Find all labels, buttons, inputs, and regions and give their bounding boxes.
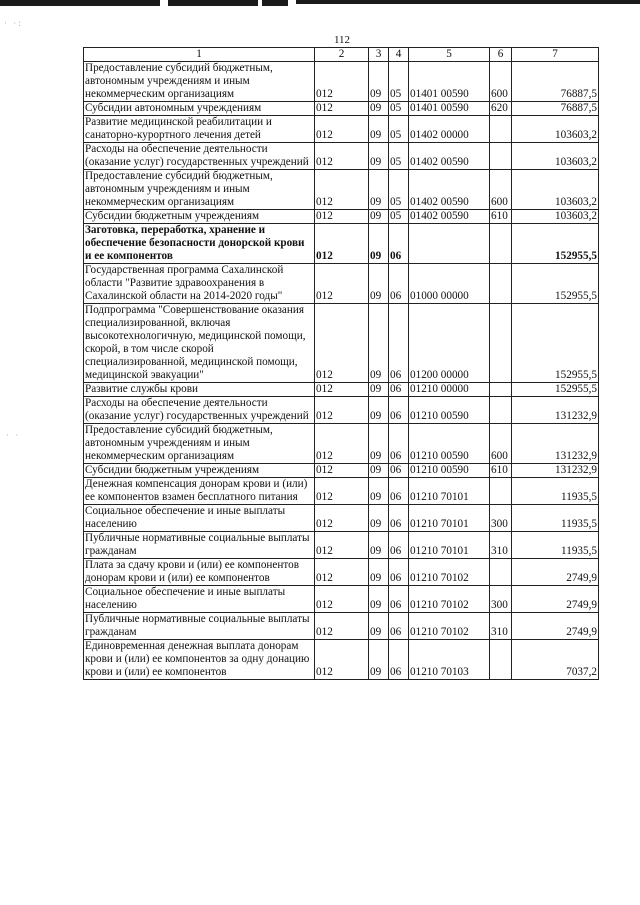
row-pr: 06: [389, 640, 409, 680]
row-target-code: 01210 70102: [409, 586, 490, 613]
row-expense-type: 600: [490, 424, 512, 464]
row-target-code: 01210 70102: [409, 559, 490, 586]
row-expense-type: 620: [490, 102, 512, 116]
row-target-code: 01210 70101: [409, 478, 490, 505]
row-target-code: 01402 00590: [409, 170, 490, 210]
row-pr: 06: [389, 264, 409, 304]
row-sum: 131232,9: [512, 464, 599, 478]
row-rz: 09: [369, 478, 389, 505]
row-sum: 152955,5: [512, 224, 599, 264]
row-ved: 012: [315, 304, 369, 383]
row-rz: 09: [369, 62, 389, 102]
row-rz: 09: [369, 383, 389, 397]
row-name: Плата за сдачу крови и (или) ее компонентов донорам крови и (или) ее компонентов: [84, 559, 315, 586]
row-expense-type: 600: [490, 170, 512, 210]
row-sum: 103603,2: [512, 143, 599, 170]
row-pr: 06: [389, 532, 409, 559]
table-row: [84, 532, 599, 559]
table-row: [84, 383, 599, 397]
row-pr: 06: [389, 586, 409, 613]
row-expense-type: [490, 640, 512, 680]
row-pr: 05: [389, 62, 409, 102]
table-row: [84, 505, 599, 532]
row-name: Денежная компенсация донорам крови и (или) ее компонентов взамен бесплатного питания: [84, 478, 315, 505]
row-ved: 012: [315, 210, 369, 224]
row-target-code: 01210 00000: [409, 383, 490, 397]
row-name: Предоставление субсидий бюджетным, автономным учреждениям и иным некоммерческим организациям: [84, 170, 315, 210]
row-ved: 012: [315, 143, 369, 170]
row-rz: 09: [369, 532, 389, 559]
table-row: [84, 464, 599, 478]
row-name: Заготовка, переработка, хранение и обеспечение безопасности донорской крови и ее компонентов: [84, 224, 315, 264]
row-pr: 06: [389, 559, 409, 586]
row-name: Субсидии бюджетным учреждениям: [84, 210, 315, 224]
row-sum: 2749,9: [512, 613, 599, 640]
row-rz: 09: [369, 613, 389, 640]
row-name: Социальное обеспечение и иные выплаты населению: [84, 586, 315, 613]
row-target-code: 01000 00000: [409, 264, 490, 304]
table-row: [84, 640, 599, 680]
row-target-code: [409, 224, 490, 264]
row-expense-type: [490, 478, 512, 505]
row-rz: 09: [369, 224, 389, 264]
row-pr: 05: [389, 143, 409, 170]
row-rz: 09: [369, 586, 389, 613]
header-col-5: 5: [409, 48, 490, 62]
row-ved: 012: [315, 170, 369, 210]
row-ved: 012: [315, 424, 369, 464]
row-target-code: 01210 70102: [409, 613, 490, 640]
row-expense-type: 300: [490, 505, 512, 532]
row-ved: 012: [315, 464, 369, 478]
row-name: Расходы на обеспечение деятельности (оказание услуг) государственных учреждений: [84, 397, 315, 424]
row-target-code: 01210 00590: [409, 424, 490, 464]
row-expense-type: 300: [490, 586, 512, 613]
row-expense-type: 600: [490, 62, 512, 102]
table-row: [84, 224, 599, 264]
row-sum: 103603,2: [512, 116, 599, 143]
row-name: Субсидии автономным учреждениям: [84, 102, 315, 116]
budget-table: [83, 47, 599, 680]
scan-noise: · ·:: [4, 18, 23, 28]
row-expense-type: [490, 224, 512, 264]
row-sum: 152955,5: [512, 264, 599, 304]
row-pr: 05: [389, 210, 409, 224]
row-sum: 11935,5: [512, 478, 599, 505]
row-expense-type: [490, 304, 512, 383]
scan-top-edge: [0, 0, 640, 10]
row-pr: 05: [389, 116, 409, 143]
row-target-code: 01200 00000: [409, 304, 490, 383]
row-target-code: 01210 00590: [409, 397, 490, 424]
table-row: [84, 116, 599, 143]
row-name: Социальное обеспечение и иные выплаты населению: [84, 505, 315, 532]
row-sum: 2749,9: [512, 586, 599, 613]
row-target-code: 01401 00590: [409, 62, 490, 102]
row-pr: 06: [389, 613, 409, 640]
row-name: Развитие службы крови: [84, 383, 315, 397]
row-sum: 152955,5: [512, 383, 599, 397]
row-rz: 09: [369, 264, 389, 304]
row-target-code: 01402 00590: [409, 143, 490, 170]
row-expense-type: 310: [490, 532, 512, 559]
row-pr: 06: [389, 478, 409, 505]
header-col-6: 6: [490, 48, 512, 62]
page-number: 112: [333, 34, 351, 46]
row-expense-type: [490, 383, 512, 397]
row-rz: 09: [369, 170, 389, 210]
table-row: [84, 397, 599, 424]
table-row: [84, 304, 599, 383]
row-target-code: 01210 70103: [409, 640, 490, 680]
row-target-code: 01402 00590: [409, 210, 490, 224]
row-pr: 06: [389, 224, 409, 264]
row-sum: 76887,5: [512, 102, 599, 116]
row-expense-type: [490, 397, 512, 424]
row-sum: 11935,5: [512, 505, 599, 532]
row-sum: 11935,5: [512, 532, 599, 559]
row-pr: 06: [389, 464, 409, 478]
row-pr: 06: [389, 424, 409, 464]
row-sum: 103603,2: [512, 210, 599, 224]
row-ved: 012: [315, 62, 369, 102]
row-name: Публичные нормативные социальные выплаты гражданам: [84, 613, 315, 640]
row-expense-type: [490, 116, 512, 143]
row-sum: 2749,9: [512, 559, 599, 586]
row-target-code: 01210 70101: [409, 505, 490, 532]
row-ved: 012: [315, 532, 369, 559]
row-pr: 06: [389, 304, 409, 383]
table-row: [84, 143, 599, 170]
header-col-4: 4: [389, 48, 409, 62]
row-target-code: 01401 00590: [409, 102, 490, 116]
row-target-code: 01210 00590: [409, 464, 490, 478]
table-row: [84, 613, 599, 640]
table-row: [84, 424, 599, 464]
row-name: Развитие медицинской реабилитации и санаторно-курортного лечения детей: [84, 116, 315, 143]
row-rz: 09: [369, 304, 389, 383]
row-ved: 012: [315, 640, 369, 680]
table-row: [84, 478, 599, 505]
row-sum: 76887,5: [512, 62, 599, 102]
row-rz: 09: [369, 640, 389, 680]
row-rz: 09: [369, 559, 389, 586]
row-expense-type: 610: [490, 210, 512, 224]
header-col-1: 1: [84, 48, 315, 62]
scan-noise: · ·: [6, 430, 21, 440]
row-target-code: 01210 70101: [409, 532, 490, 559]
row-ved: 012: [315, 116, 369, 143]
header-col-2: 2: [315, 48, 369, 62]
table-row: [84, 170, 599, 210]
row-name: Субсидии бюджетным учреждениям: [84, 464, 315, 478]
row-rz: 09: [369, 397, 389, 424]
row-sum: 152955,5: [512, 304, 599, 383]
table-body: [84, 62, 599, 680]
row-name: Государственная программа Сахалинской области "Развитие здравоохранения в Сахалинской области на 2014-2020 годы": [84, 264, 315, 304]
row-ved: 012: [315, 505, 369, 532]
table-row: [84, 62, 599, 102]
row-ved: 012: [315, 224, 369, 264]
row-rz: 09: [369, 210, 389, 224]
row-rz: 09: [369, 505, 389, 532]
row-sum: 103603,2: [512, 170, 599, 210]
row-rz: 09: [369, 102, 389, 116]
header-col-3: 3: [369, 48, 389, 62]
header-col-7: 7: [512, 48, 599, 62]
row-expense-type: 610: [490, 464, 512, 478]
row-ved: 012: [315, 559, 369, 586]
row-rz: 09: [369, 424, 389, 464]
row-pr: 06: [389, 505, 409, 532]
table-row: [84, 559, 599, 586]
row-sum: 7037,2: [512, 640, 599, 680]
row-ved: 012: [315, 613, 369, 640]
row-rz: 09: [369, 143, 389, 170]
row-ved: 012: [315, 586, 369, 613]
row-sum: 131232,9: [512, 424, 599, 464]
row-expense-type: [490, 264, 512, 304]
table-row: [84, 102, 599, 116]
row-expense-type: 310: [490, 613, 512, 640]
table-row: [84, 264, 599, 304]
row-expense-type: [490, 559, 512, 586]
row-pr: 05: [389, 102, 409, 116]
row-expense-type: [490, 143, 512, 170]
row-sum: 131232,9: [512, 397, 599, 424]
row-name: Публичные нормативные социальные выплаты гражданам: [84, 532, 315, 559]
row-name: Предоставление субсидий бюджетным, автономным учреждениям и иным некоммерческим организациям: [84, 424, 315, 464]
row-name: Расходы на обеспечение деятельности (оказание услуг) государственных учреждений: [84, 143, 315, 170]
table-row: [84, 210, 599, 224]
row-ved: 012: [315, 383, 369, 397]
row-rz: 09: [369, 464, 389, 478]
row-name: Предоставление субсидий бюджетным, автономным учреждениям и иным некоммерческим организациям: [84, 62, 315, 102]
row-pr: 05: [389, 170, 409, 210]
row-ved: 012: [315, 478, 369, 505]
header-row: [84, 48, 599, 62]
row-target-code: 01402 00000: [409, 116, 490, 143]
row-pr: 06: [389, 383, 409, 397]
row-name: Единовременная денежная выплата донорам крови и (или) ее компонентов за одну донацию крови и (или) ее компонентов: [84, 640, 315, 680]
row-name: Подпрограмма "Совершенствование оказания специализированной, включая высокотехнологичную, медицинской помощи, скорой, в том числе скорой специализированной, медицинской помощи, медицинской эвакуации": [84, 304, 315, 383]
row-ved: 012: [315, 264, 369, 304]
row-rz: 09: [369, 116, 389, 143]
row-pr: 06: [389, 397, 409, 424]
row-ved: 012: [315, 397, 369, 424]
row-ved: 012: [315, 102, 369, 116]
table-row: [84, 586, 599, 613]
